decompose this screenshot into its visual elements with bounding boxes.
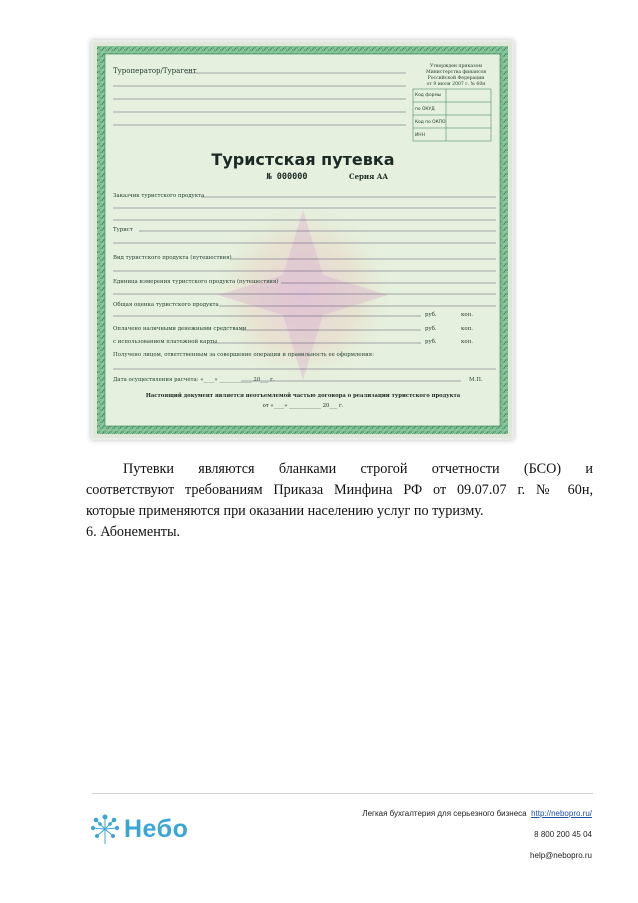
nebo-logo (90, 813, 188, 845)
customer-label: Заказчик туристского продукта (113, 193, 205, 199)
part-note: Настоящий документ является неотъемлемой частью договора о реализации туристского продукта (145, 393, 461, 399)
inn-label: ИНН (415, 133, 425, 138)
rub-label: руб. (425, 312, 437, 318)
list-item-6: 6. Абонементы. (86, 524, 181, 540)
footer-contacts (362, 808, 592, 871)
logo-text: Небо (124, 814, 189, 843)
footer-phone: 8 800 200 45 04 (534, 830, 592, 839)
okud-label: по ОКУД (415, 107, 435, 112)
form-code-label: Код формы (415, 93, 442, 98)
rub-label: руб. (425, 339, 437, 345)
footer-email: help@nebopro.ru (530, 851, 592, 860)
dandelion-icon (90, 813, 120, 845)
total-label: Общая оценка туристского продукта (113, 302, 219, 308)
kop-label: коп. (461, 326, 473, 332)
tourist-voucher-image (91, 40, 514, 440)
website-link[interactable]: http://nebopro.ru/ (531, 809, 592, 818)
approval-line: Российской Федерации (427, 76, 485, 81)
operator-label: Туроператор/Турагент (113, 67, 197, 75)
okpo-label: Код по ОКПО (415, 120, 446, 125)
approval-line: Утвержден приказом (430, 64, 482, 69)
part-date: от «____» ____________ 20___ г. (262, 403, 344, 409)
footer-divider (92, 793, 593, 794)
approval-line: Министерства финансов (425, 70, 487, 75)
voucher-title: Туристская путевка (211, 150, 395, 169)
kop-label: коп. (461, 312, 473, 318)
date-label: Дата осуществления расчета: «____» ____________ 20___ г. (113, 377, 275, 383)
mp-label: М.П. (469, 377, 483, 383)
paragraph-line: соответствуют требованиям Приказа Минфина РФ от 09.07.07 г. № 60н, (86, 482, 593, 498)
body-text (86, 459, 593, 543)
voucher-number: № 000000 (266, 172, 308, 182)
received-label: Получено лицом, ответственным за совершение операции и правильность ее оформления: (113, 352, 374, 358)
paragraph-line: которые применяются при оказании населению услуг по туризму. (86, 503, 484, 519)
approval-line: от 9 июля 2007 г. № 60н (426, 82, 486, 87)
tourist-label: Турист (113, 227, 133, 233)
footer-tagline: Легкая бухгалтерия для серьезного бизнеса (362, 809, 527, 818)
rub-label: руб. (425, 326, 437, 332)
kop-label: коп. (461, 339, 473, 345)
product-type-label: Вид туристского продукта (путешествия) (113, 255, 232, 261)
paragraph-line: Путевки являются бланками строгой отчетности (БСО) и (123, 461, 593, 477)
cash-label: Оплачено наличными денежными средствами (113, 326, 247, 332)
card-label: с использованием платежной карты (113, 339, 218, 345)
voucher-series: Серия АА (349, 172, 389, 181)
unit-label: Единица измерения туристского продукта (путешествия) (113, 279, 279, 285)
